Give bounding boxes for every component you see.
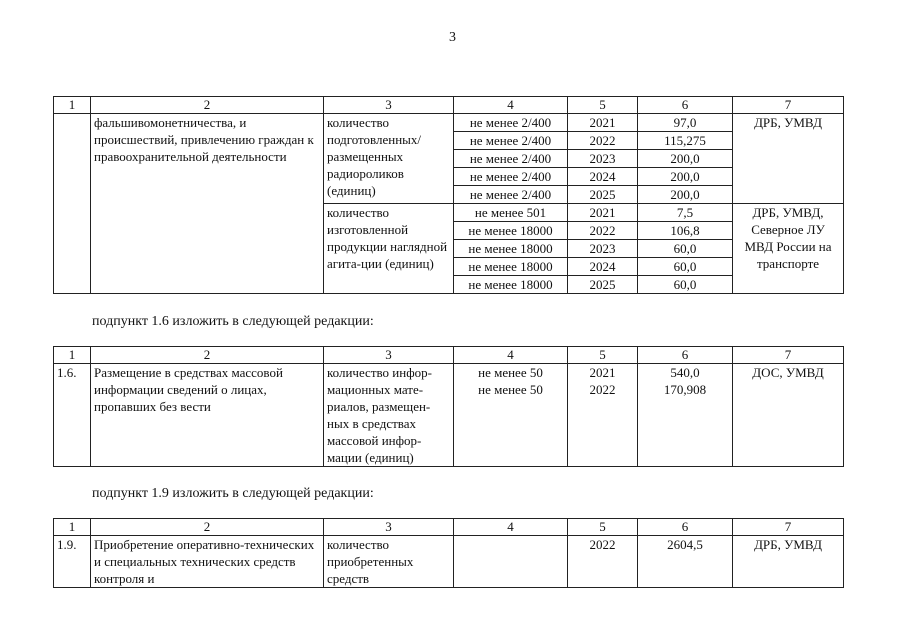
header-cell: 6 xyxy=(638,347,733,364)
amount-cell: 97,0 xyxy=(638,114,733,132)
header-cell: 3 xyxy=(324,97,454,114)
year-cell: 2021 xyxy=(568,204,638,222)
target-cell xyxy=(454,536,568,588)
amount-cell: 200,0 xyxy=(638,150,733,168)
header-cell: 5 xyxy=(568,97,638,114)
target-cell: не менее 501 xyxy=(454,204,568,222)
amount-cell: 60,0 xyxy=(638,276,733,294)
amendment-note-1-9: подпункт 1.9 изложить в следующей редакции: xyxy=(92,486,374,501)
indicator-cell: количество подготовленных/ размещенных радиороликов (единиц) xyxy=(324,114,454,204)
header-cell: 4 xyxy=(454,97,568,114)
amount-cell xyxy=(638,364,733,467)
header-cell: 1 xyxy=(54,519,91,536)
header-cell: 7 xyxy=(733,97,844,114)
table-row xyxy=(54,536,844,588)
amount-cell: 106,8 xyxy=(638,222,733,240)
target-cell: не менее 18000 xyxy=(454,240,568,258)
target-value: не менее 50 xyxy=(478,365,543,380)
target-cell: не менее 2/400 xyxy=(454,150,568,168)
header-cell: 4 xyxy=(454,519,568,536)
num-cell: 1.9. xyxy=(54,536,91,588)
target-cell: не менее 2/400 xyxy=(454,114,568,132)
amount-cell: 2604,5 xyxy=(638,536,733,588)
year-cell: 2022 xyxy=(568,536,638,588)
year-cell xyxy=(568,364,638,467)
amendment-note-1-6: подпункт 1.6 изложить в следующей редакции: xyxy=(92,314,374,329)
measure-name-cell: Размещение в средствах массовой информации сведений о лицах, пропавших без вести xyxy=(91,364,324,467)
year-cell: 2025 xyxy=(568,276,638,294)
target-cell: не менее 2/400 xyxy=(454,168,568,186)
year-cell: 2024 xyxy=(568,258,638,276)
year-cell: 2024 xyxy=(568,168,638,186)
target-cell: не менее 18000 xyxy=(454,258,568,276)
table-header-row xyxy=(54,519,844,536)
header-cell: 5 xyxy=(568,519,638,536)
header-cell: 2 xyxy=(91,519,324,536)
year-cell: 2023 xyxy=(568,240,638,258)
table-row xyxy=(54,364,844,467)
year-value: 2021 xyxy=(589,365,616,380)
amount-cell: 60,0 xyxy=(638,240,733,258)
header-cell: 3 xyxy=(324,519,454,536)
header-cell: 2 xyxy=(91,97,324,114)
indicator-cell: количество изготовленной продукции наглядной агита-ции (единиц) xyxy=(324,204,454,294)
target-cell: не менее 18000 xyxy=(454,222,568,240)
year-cell: 2022 xyxy=(568,132,638,150)
table-row xyxy=(54,114,844,132)
header-cell: 1 xyxy=(54,347,91,364)
header-cell: 7 xyxy=(733,347,844,364)
year-cell: 2025 xyxy=(568,186,638,204)
executor-cell: ДРБ, УМВД xyxy=(733,114,844,204)
year-cell: 2021 xyxy=(568,114,638,132)
year-cell: 2023 xyxy=(568,150,638,168)
indicator-cell: количество инфор-мационных мате-риалов, размещен-ных в средствах массовой инфор-мации (единиц) xyxy=(324,364,454,467)
year-cell: 2022 xyxy=(568,222,638,240)
header-cell: 1 xyxy=(54,97,91,114)
header-cell: 7 xyxy=(733,519,844,536)
table-header-row xyxy=(54,97,844,114)
amount-value: 540,0 xyxy=(670,365,700,380)
header-cell: 6 xyxy=(638,519,733,536)
header-cell: 4 xyxy=(454,347,568,364)
amount-cell: 200,0 xyxy=(638,186,733,204)
executor-cell: ДРБ, УМВД, Северное ЛУ МВД России на транспорте xyxy=(733,204,844,294)
amount-cell: 200,0 xyxy=(638,168,733,186)
target-cell: не менее 18000 xyxy=(454,276,568,294)
num-cell: 1.6. xyxy=(54,364,91,467)
header-cell: 3 xyxy=(324,347,454,364)
measure-name-cell: Приобретение оперативно-технических и специальных технических средств контроля и xyxy=(91,536,324,588)
header-cell: 6 xyxy=(638,97,733,114)
num-cell xyxy=(54,114,91,294)
target-cell: не менее 2/400 xyxy=(454,186,568,204)
header-cell: 5 xyxy=(568,347,638,364)
indicator-cell: количество приобретенных средств xyxy=(324,536,454,588)
page-number: 3 xyxy=(449,30,456,45)
measure-name-cell: фальшивомонетничества, и происшествий, привлечению граждан к правоохранительной деятельности xyxy=(91,114,324,294)
amount-cell: 60,0 xyxy=(638,258,733,276)
amount-cell: 115,275 xyxy=(638,132,733,150)
header-cell: 2 xyxy=(91,347,324,364)
table-header-row xyxy=(54,347,844,364)
amount-value: 170,908 xyxy=(663,382,707,397)
amount-cell: 7,5 xyxy=(638,204,733,222)
target-cell: не менее 2/400 xyxy=(454,132,568,150)
table-item-1-6 xyxy=(53,346,844,467)
table-item-1-9 xyxy=(53,518,844,588)
year-value: 2022 xyxy=(589,382,616,397)
table-continuation xyxy=(53,96,844,294)
executor-cell: ДРБ, УМВД xyxy=(733,536,844,588)
target-value: не менее 50 xyxy=(478,382,543,397)
executor-cell: ДОС, УМВД xyxy=(733,364,844,467)
target-cell xyxy=(454,364,568,467)
